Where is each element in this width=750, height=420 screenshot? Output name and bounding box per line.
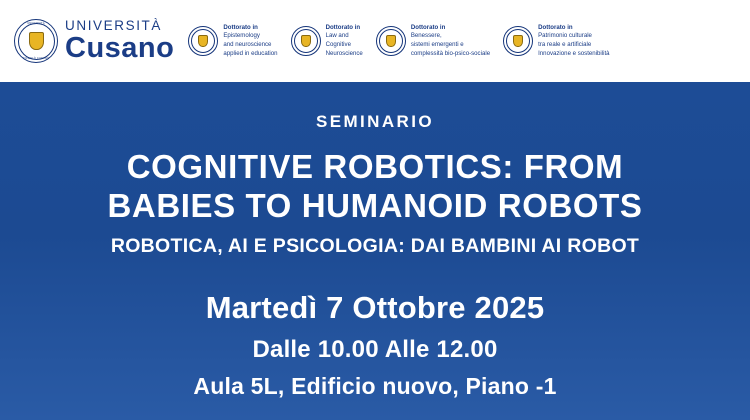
doctorate-line-4-1: Patrimonio culturale (538, 32, 592, 40)
event-title-line1: COGNITIVE ROBOTICS: FROM (126, 148, 624, 185)
doctorate-title-1: Dottorato in (223, 23, 258, 31)
seal-bottom-text: NICCOLÒ CUSANO (22, 57, 50, 60)
university-wordmark (65, 19, 174, 63)
doctorate-seal (376, 26, 406, 56)
doctorate-line-3-2: sistemi emergenti e (410, 41, 464, 48)
doctorate-line-3-1: Benessere, (410, 32, 442, 40)
doctorate-line-4-2: tra reale e artificiale (538, 41, 592, 48)
seal-top-text: UNIVERSITÀ (27, 22, 45, 25)
doctorate-text-3 (411, 24, 490, 59)
university-name-line1: UNIVERSITÀ (65, 18, 163, 34)
doctorate-title-3: Dottorato in (410, 23, 446, 31)
doctorate-text-2 (326, 24, 363, 59)
doctorate-seal (188, 26, 218, 56)
doctorate-line-2-1: Law and (325, 32, 349, 40)
doctorate-title-4: Dottorato in (538, 23, 573, 31)
doctorate-line-4-3: Innovazione e sostenibilità (538, 49, 610, 57)
event-panel (0, 82, 750, 420)
doctorate-seal (291, 26, 321, 56)
doctorate-text-1 (223, 24, 277, 59)
header-logo-bar (0, 0, 750, 82)
university-brand (14, 19, 174, 63)
doctorate-line-3-3: complessità bio-psico-sociale (410, 49, 491, 57)
event-kicker: SEMINARIO (316, 112, 434, 131)
university-name-line2: Cusano (65, 31, 175, 64)
doctorate-title-2: Dottorato in (325, 23, 361, 31)
doctorate-block-2 (291, 24, 363, 59)
doctorate-block-4 (503, 24, 609, 59)
event-time: Dalle 10.00 Alle 12.00 (252, 335, 498, 363)
doctorate-block-3 (376, 24, 490, 59)
doctorate-block-1 (188, 24, 277, 59)
event-subtitle: ROBOTICA, AI E PSICOLOGIA: DAI BAMBINI AI ROBOT (110, 234, 640, 257)
doctorate-text-4 (538, 24, 609, 59)
doctorate-line-2-3: Neuroscience (325, 49, 363, 57)
event-date: Martedì 7 Ottobre 2025 (205, 289, 545, 325)
doctorate-line-1-2: and neuroscience (223, 41, 272, 48)
doctorate-seal (503, 26, 533, 56)
doctorate-line-1-3: applied in education (223, 49, 278, 57)
doctorate-line-1-1: Epistemology (223, 32, 260, 40)
university-seal (14, 19, 58, 63)
event-title-line2: BABIES TO HUMANOID ROBOTS (107, 186, 643, 224)
doctorate-line-2-2: Cognitive (325, 41, 351, 48)
event-location: Aula 5L, Edificio nuovo, Piano -1 (193, 372, 557, 399)
